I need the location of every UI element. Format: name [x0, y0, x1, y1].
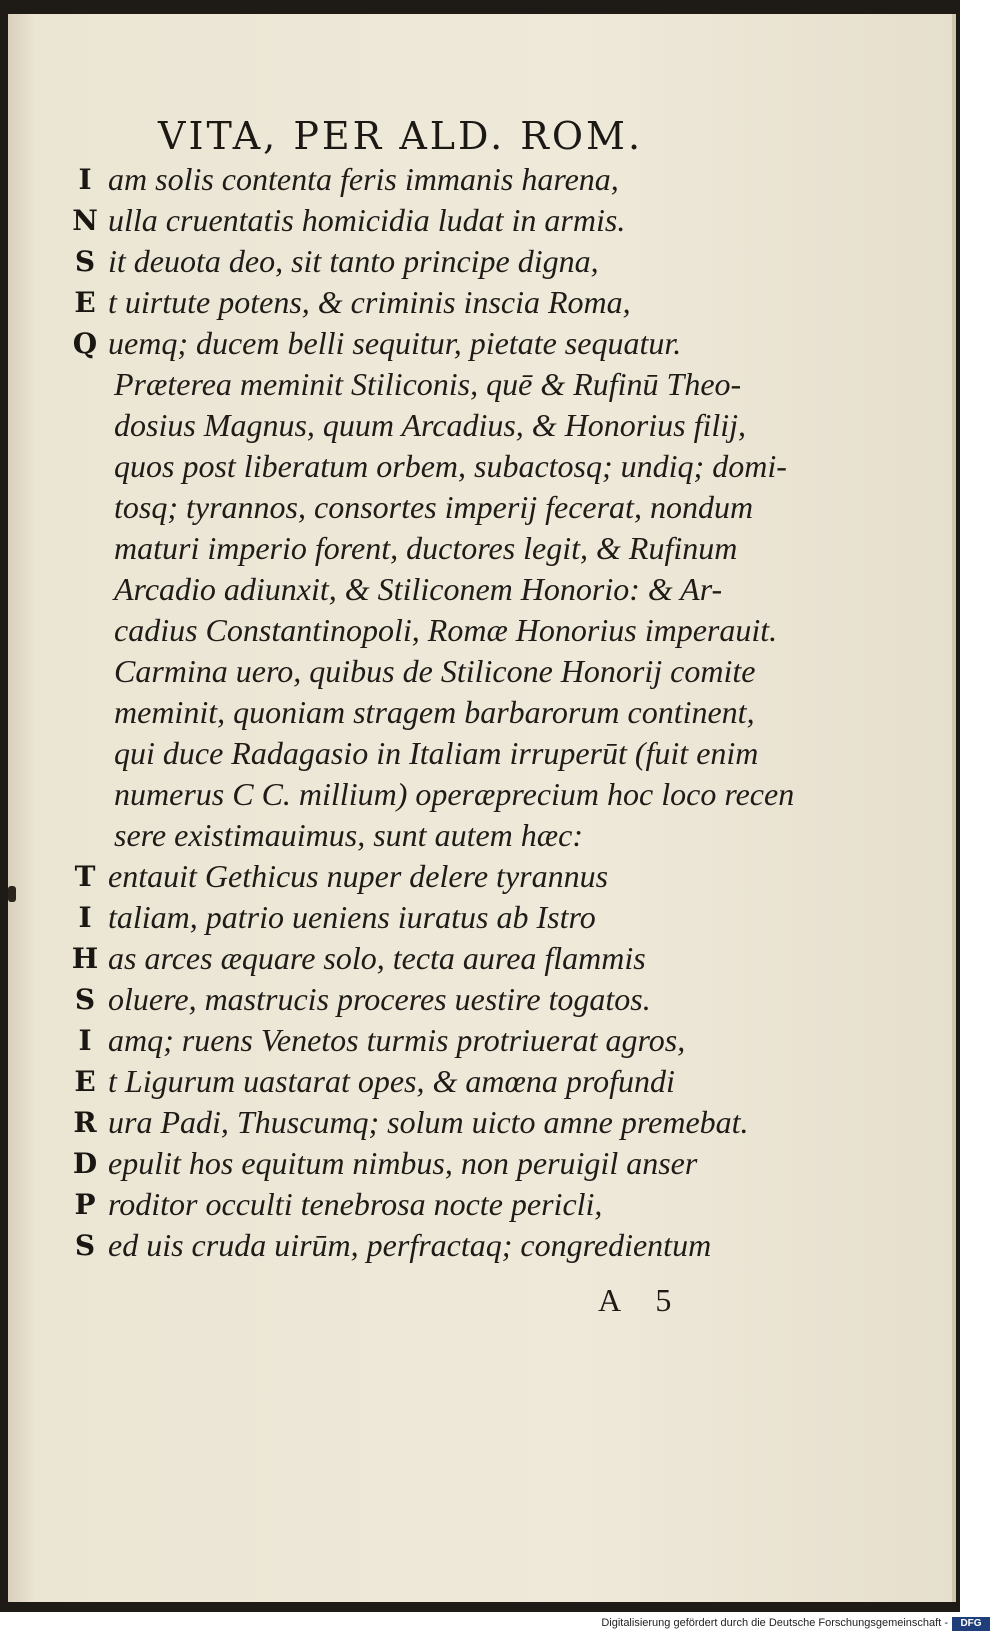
acrostic-initial: I	[78, 1024, 92, 1057]
page-text	[8, 159, 956, 1266]
prose-text: numerus C C. millium) operæprecium hoc loco recen	[114, 776, 795, 812]
acrostic-initial: E	[74, 1065, 96, 1098]
verse-text: ura Padi, Thuscumq; solum uicto amne premebat.	[108, 1104, 749, 1140]
verse-line	[8, 856, 956, 897]
prose-line	[8, 815, 956, 856]
verse-text: oluere, mastrucis proceres uestire togatos.	[108, 981, 651, 1017]
acrostic-initial: S	[74, 983, 96, 1016]
verse-line	[8, 1184, 956, 1225]
prose-line	[8, 733, 956, 774]
prose-text: sere existimauimus, sunt autem hæc:	[114, 817, 583, 853]
acrostic-initial: D	[72, 1147, 98, 1180]
verse-line	[8, 1143, 956, 1184]
verse-text: entauit Gethicus nuper delere tyrannus	[108, 858, 609, 894]
verse-line	[8, 282, 956, 323]
verse-text: as arces æquare solo, tecta aurea flammis	[108, 940, 646, 976]
digitization-footer	[0, 1614, 1000, 1635]
verse-line	[8, 159, 956, 200]
verse-line	[8, 1020, 956, 1061]
prose-text: cadius Constantinopoli, Romæ Honorius imperauit.	[114, 612, 778, 648]
acrostic-initial: S	[74, 245, 96, 278]
verse-line	[8, 979, 956, 1020]
verse-line	[8, 938, 956, 979]
prose-line	[8, 692, 956, 733]
prose-line	[8, 610, 956, 651]
verse-text: it deuota deo, sit tanto principe digna,	[108, 243, 599, 279]
prose-text: Præterea meminit Stiliconis, quē & Rufinū Theo-	[114, 366, 742, 402]
acrostic-initial: N	[72, 204, 98, 237]
prose-text: Arcadio adiunxit, & Stiliconem Honorio: & Ar-	[114, 571, 723, 607]
dfg-logo: DFG	[952, 1617, 990, 1631]
acrostic-initial: R	[73, 1106, 97, 1139]
acrostic-initial: P	[74, 1188, 96, 1221]
prose-line	[8, 651, 956, 692]
prose-line	[8, 405, 956, 446]
prose-line	[8, 569, 956, 610]
verse-line	[8, 241, 956, 282]
acrostic-initial: S	[74, 1229, 96, 1262]
prose-line	[8, 446, 956, 487]
verse-line	[8, 1061, 956, 1102]
prose-text: tosq; tyrannos, consortes imperij fecerat, nondum	[114, 489, 754, 525]
verse-text: roditor occulti tenebrosa nocte pericli,	[108, 1186, 603, 1222]
prose-text: maturi imperio forent, ductores legit, & Rufinum	[114, 530, 738, 566]
verse-text: uemq; ducem belli sequitur, pietate sequatur.	[108, 325, 682, 361]
verse-line	[8, 200, 956, 241]
prose-text: qui duce Radagasio in Italiam irruperūt (fuit enim	[114, 735, 759, 771]
acrostic-initial: I	[78, 163, 92, 196]
verse-text: am solis contenta feris immanis harena,	[108, 161, 619, 197]
prose-text: dosius Magnus, quum Arcadius, & Honorius filij,	[114, 407, 747, 443]
prose-line	[8, 487, 956, 528]
verse-line	[8, 323, 956, 364]
funding-credit: Digitalisierung gefördert durch die Deutsche Forschungsgemeinschaft -	[601, 1617, 948, 1629]
verse-text: epulit hos equitum nimbus, non peruigil anser	[108, 1145, 698, 1181]
verse-line	[8, 1225, 956, 1266]
verse-text: ed uis cruda uirūm, perfractaq; congredientum	[108, 1227, 712, 1263]
acrostic-initial: I	[78, 901, 92, 934]
running-head: VITA, PER ALD. ROM.	[158, 114, 644, 158]
book-page	[8, 14, 956, 1602]
prose-text: meminit, quoniam stragem barbarorum continent,	[114, 694, 755, 730]
verse-text: t uirtute potens, & criminis inscia Roma,	[108, 284, 631, 320]
prose-line	[8, 364, 956, 405]
verse-text: taliam, patrio ueniens iuratus ab Istro	[108, 899, 596, 935]
acrostic-initial: H	[71, 942, 99, 975]
verse-line	[8, 1102, 956, 1143]
prose-text: quos post liberatum orbem, subactosq; undiq; domi-	[114, 448, 787, 484]
prose-line	[8, 774, 956, 815]
acrostic-initial: T	[74, 860, 96, 893]
prose-line	[8, 528, 956, 569]
acrostic-initial: E	[74, 286, 96, 319]
verse-text: ulla cruentatis homicidia ludat in armis.	[108, 202, 626, 238]
verse-text: t Ligurum uastarat opes, & amœna profundi	[108, 1063, 675, 1099]
verse-text: amq; ruens Venetos turmis protriuerat agros,	[108, 1022, 686, 1058]
prose-text: Carmina uero, quibus de Stilicone Honorij comite	[114, 653, 756, 689]
acrostic-initial: Q	[72, 327, 98, 360]
signature-mark: A 5	[598, 1282, 686, 1318]
verse-line	[8, 897, 956, 938]
